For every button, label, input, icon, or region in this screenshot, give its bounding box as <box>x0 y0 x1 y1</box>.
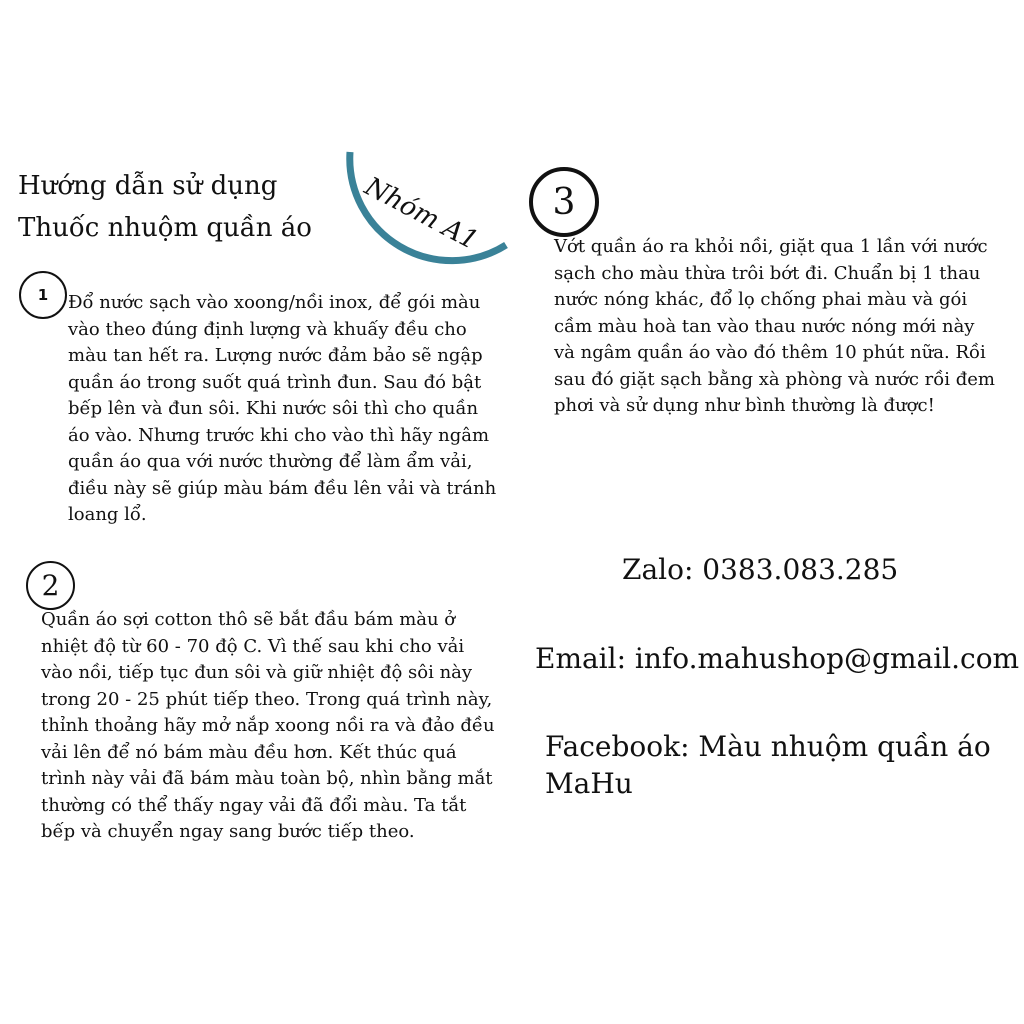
group-badge <box>330 140 530 290</box>
step-2-number-circle <box>26 561 75 610</box>
step-3-number: 3 <box>552 181 576 223</box>
step-3-text: Vớt quần áo ra khỏi nồi, giặt qua 1 lần với nước sạch cho màu thừa trôi bớt đi. Chuẩn bị 1 thau nước nóng khác, đổ lọ chống phai màu và gói cầm màu hoà tan vào thau nước nóng mới này và ngâm quần áo vào đó thêm 10 phút nữa. Rồi sau đó giặt sạch bằng xà phòng và nước rồi đem phơi và sử dụng như bình thường là được! <box>554 236 995 416</box>
facebook-contact-line-1: Facebook: Màu nhuộm quần áo <box>545 730 991 763</box>
step-1-number-circle <box>19 271 67 319</box>
title-line-2: Thuốc nhuộm quần áo <box>18 213 312 243</box>
zalo-contact: Zalo: 0383.083.285 <box>622 553 899 586</box>
email-contact: Email: info.mahushop@gmail.com <box>535 642 1020 675</box>
step-1-number: 1 <box>37 286 49 304</box>
title-line-1: Hướng dẫn sử dụng <box>18 171 278 201</box>
step-1-text: Đổ nước sạch vào xoong/nồi inox, để gói màu vào theo đúng định lượng và khuấy đều cho màu tan hết ra. Lượng nước đảm bảo sẽ ngập quần áo trong suốt quá trình đun. Sau đó bật bếp lên và đun sôi. Khi nước sôi thì cho quần áo vào. Nhưng trước khi cho vào thì hãy ngâm quần áo qua với nước thường để làm ẩm vải, điều này sẽ giúp màu bám đều lên vải và tránh loang lổ. <box>68 292 497 525</box>
badge-label: Nhóm A1 <box>359 171 483 257</box>
step-2-text: Quần áo sợi cotton thô sẽ bắt đầu bám màu ở nhiệt độ từ 60 - 70 độ C. Vì thế sau khi cho vải vào nồi, tiếp tục đun sôi và giữ nhiệt độ sôi này trong 20 - 25 phút tiếp theo. Trong quá trình này, thỉnh thoảng hãy mở nắp xoong nồi ra và đảo đều vải lên để nó bám màu đều hơn. Kết thúc quá trình này vải đã bám màu toàn bộ, nhìn bằng mắt thường có thể thấy ngay vải đã đổi màu. Ta tắt bếp và chuyển ngay sang bước tiếp theo. <box>41 609 495 842</box>
step-2-number: 2 <box>41 569 60 602</box>
facebook-contact-line-2: MaHu <box>545 767 633 800</box>
step-3-number-circle <box>529 167 599 237</box>
